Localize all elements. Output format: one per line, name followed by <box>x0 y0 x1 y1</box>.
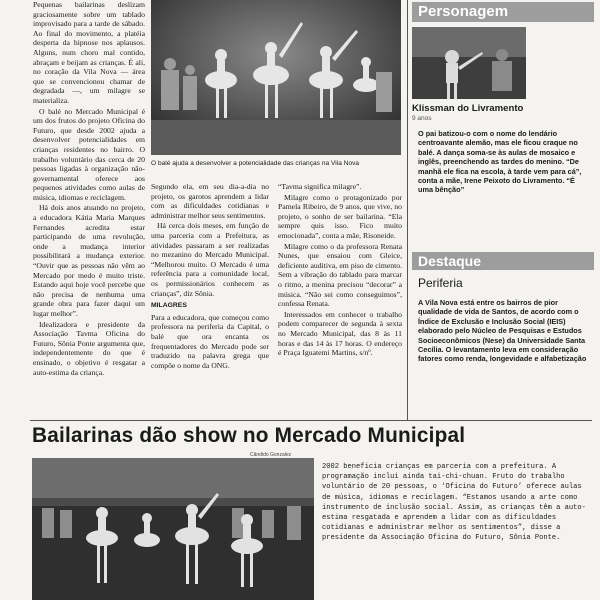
personagem-band <box>412 2 594 22</box>
paragraph: Para a educadora, que começou como professora na periferia da Capital, o balé que ora encanta os frequentadores do Mercado pode ser traduzido na palavra grega que compõe o nome da ONG. <box>151 312 269 370</box>
destaque-label: Destaque <box>418 253 482 269</box>
destaque-text: A Vila Nova está entre os bairros de pior qualidade de vida de Santos, de acordo com o Índice de Exclusão e Inclusão Social (IEIS) elaborado pelo Núcleo de Pesquisas e Estudos Socioeconômicos (Nese) da Universidade Santa Cecília. O levantamento leva em consideração fatores como renda, longevidade e alfabetização <box>418 298 587 364</box>
paragraph: Milagre como o da professora Renata Nunes, que ensaiou com Gleice, deficiente auditiva, em piso de cimento. Sem a vibração do tablado para marcar o ritmo, a menina precisou “decorar” a música. “Não sei como conseguimos”, confessa Renata. <box>278 241 402 309</box>
bottom-ballet-photo <box>32 458 314 600</box>
paragraph: Idealizadora e presidente da Associação Tavma Oficina do Futuro, Sônia Ponte argumenta que, independentemente do que é ensinado, o objetivo é resgatar a auto-estima da criança. <box>33 319 145 377</box>
bottom-article-text: 2002 beneficia crianças em parceria com a prefeitura. A programação inclui ainda tai-chi-chuan. Fruto do trabalho voluntário de 20 pessoas, o ‘Oficina do Futuro’ oferece aulas de música, idiomas e reciclagem. “Estamos usando a arte como instrumento de inclusão social. Assim, as crianças têm a auto-estima resgatada e aprendem a lidar com as dificuldades cotidianas e administrar melhor os sentimentos”, disse a presidente da Associação Oficina do Futuro, Sônia Ponte. <box>322 463 586 543</box>
ballet-photo <box>151 0 401 155</box>
ballet-photo-image <box>151 0 401 155</box>
person-photo-image <box>412 27 526 99</box>
paragraph: Interessados em conhecer o trabalho podem comparecer de segunda à sexta no Mercado Municipal, das 8 às 11 horas e das 14 às 17 horas. O endereço é Praça Iguatemi Martins, s/nº. <box>278 309 402 358</box>
article-column-3 <box>278 182 402 420</box>
destaque-title: Periferia <box>418 276 463 290</box>
paragraph: Milagre como o protagonizado por Pamela Ribeiro, de 9 anos, que vive, no projeto, o sonho de ser bailarina. “Ela sempre quis isso. Fico muito emocionada”, conta a mãe, Risoneide. <box>278 192 402 240</box>
subheading: MILAGRES <box>151 302 187 310</box>
paragraph: Pequenas bailarinas deslizam graciosamente sobre um tablado improvisado para a tarde de sábado. Ao final do movimento, a platéia desperta da hipnose nos aplausos. Alguns, num choro mal contido, abraçam e beijam as crianças. É ali, no coração da Vila Nova — área que se convencionou chamar de degradada —, um milagre se materializa. <box>33 0 145 105</box>
paragraph: Há cerca dois meses, em função de uma parceria com a Prefeitura, as atividades passaram a ser realizadas no mezanino do Mercado Municipal. “Melhorou muito. O Mercado é uma referência para a comunidade local, os permissionários conhecem as crianças”, diz Sônia. <box>151 221 269 298</box>
person-text: O pai batizou-o com o nome do lendário centroavante alemão, mas ele ficou craque no balé. A dança soma-se às aulas de mosaico e inglês, preenchendo as tardes do menino. “De manhã ele fica na escola, à tarde vem para cá”, conta a mãe, Irene Peixoto do Livramento. “É uma bênção” <box>418 129 582 195</box>
section-divider <box>30 420 592 421</box>
destaque-band <box>412 252 594 270</box>
person-name: Klissman do Livramento <box>412 103 524 114</box>
bottom-photo-image <box>32 458 314 600</box>
paragraph: O balé no Mercado Municipal é um dos frutos do projeto Oficina do Futuro, que desde 2002 ajuda a desenvolver potencialidades em crianças residentes no bairro. O trabalho voluntário das cerca de 20 pessoas ligadas à organização não-governamental oferece aos pequenos atividades como aulas de música, idiomas e reciclagem. <box>33 106 145 202</box>
person-age: 9 anos <box>412 115 432 122</box>
article-column-2 <box>151 182 269 420</box>
photo-credit: Cândido Gonzalez <box>250 452 292 458</box>
paragraph: “Tavma significa milagre”. <box>278 182 362 191</box>
paragraph: Segundo ela, em seu dia-a-dia no projeto, os garotos aprendem a lidar com as dificuldades cotidianas e administrar melhor seus sentimentos. <box>151 182 269 220</box>
person-photo <box>412 27 526 99</box>
sidebar-divider <box>407 0 408 420</box>
paragraph: Há dois anos atuando no projeto, a educadora Kátia Maria Marques Fernandes acredita estar participando de uma revolução, onde a mudança interior possibilitará a mudança exterior. “Ouvir que as pessoas não vêm ao Mercado por medo é muito triste. Estando aqui hoje você percebe que não precisa de nenhuma uma grande obra para fazer daqui um lugar melhor”. <box>33 203 145 318</box>
article-column-1 <box>33 0 145 420</box>
headline: Bailarinas dão show no Mercado Municipal <box>32 424 466 447</box>
personagem-label: Personagem <box>418 3 509 20</box>
photo-caption: O balé ajuda a desenvolver a potencialidade das crianças na Vila Nova <box>151 160 360 167</box>
